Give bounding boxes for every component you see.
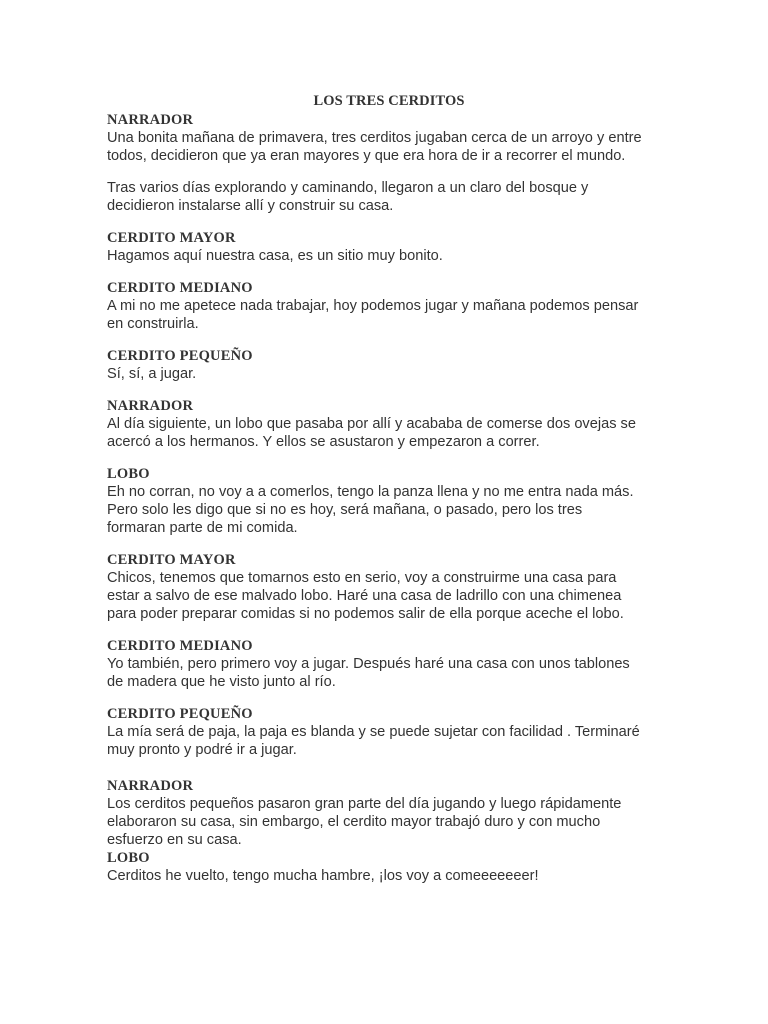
dialogue-line: Sí, sí, a jugar. xyxy=(107,366,197,382)
dialogue-line: Eh no corran, no voy a a comerlos, tengo la panza llena y no me entra nada más. xyxy=(107,484,634,500)
speaker-label: LOBO xyxy=(107,850,150,866)
dialogue-block xyxy=(107,279,667,333)
speaker-label: CERDITO MAYOR xyxy=(107,230,236,246)
dialogue-block xyxy=(107,397,667,451)
dialogue-block xyxy=(107,551,667,623)
speaker-label: NARRADOR xyxy=(107,778,194,794)
dialogue-line: Chicos, tenemos que tomarnos esto en serio, voy a construirme una casa para xyxy=(107,570,617,586)
dialogue-line: Los cerditos pequeños pasaron gran parte del día jugando y luego rápidamente xyxy=(107,796,622,812)
speaker-label: LOBO xyxy=(107,466,150,482)
dialogue-line: estar a salvo de ese malvado lobo. Haré una casa de ladrillo con una chimenea xyxy=(107,588,622,604)
speaker-label: CERDITO PEQUEÑO xyxy=(107,706,253,722)
speaker-label: NARRADOR xyxy=(107,398,194,414)
dialogue-block xyxy=(107,229,667,265)
narration-block xyxy=(107,179,667,215)
dialogue-block xyxy=(107,465,667,537)
speaker-label: NARRADOR xyxy=(107,112,194,128)
speaker-label: CERDITO MEDIANO xyxy=(107,638,253,654)
dialogue-line: esfuerzo en su casa. xyxy=(107,832,242,848)
dialogue-line: elaboraron su casa, sin embargo, el cerdito mayor trabajó duro y con mucho xyxy=(107,814,601,830)
dialogue-block xyxy=(107,637,667,691)
dialogue-block xyxy=(107,347,667,383)
dialogue-line: Cerditos he vuelto, tengo mucha hambre, ¡los voy a comeeeeeeer! xyxy=(107,868,539,884)
dialogue-line: en construirla. xyxy=(107,316,199,332)
dialogue-line: de madera que he visto junto al río. xyxy=(107,674,336,690)
dialogue-line: Yo también, pero primero voy a jugar. Después haré una casa con unos tablones xyxy=(107,656,630,672)
dialogue-line: Al día siguiente, un lobo que pasaba por allí y acababa de comerse dos ovejas se xyxy=(107,416,636,432)
document-title: LOS TRES CERDITOS xyxy=(313,93,465,109)
dialogue-block xyxy=(107,849,667,885)
dialogue-line: La mía será de paja, la paja es blanda y se puede sujetar con facilidad . Terminaré xyxy=(107,724,640,740)
dialogue-line: Una bonita mañana de primavera, tres cerditos jugaban cerca de un arroyo y entre xyxy=(107,130,642,146)
dialogue-line: Hagamos aquí nuestra casa, es un sitio muy bonito. xyxy=(107,248,443,264)
dialogue-line: decidieron instalarse allí y construir su casa. xyxy=(107,198,394,214)
dialogue-line: formaran parte de mi comida. xyxy=(107,520,298,536)
speaker-label: CERDITO MAYOR xyxy=(107,552,236,568)
dialogue-block xyxy=(107,111,667,165)
dialogue-line: acercó a los hermanos. Y ellos se asustaron y empezaron a correr. xyxy=(107,434,540,450)
dialogue-line: todos, decidieron que ya eran mayores y que era hora de ir a recorrer el mundo. xyxy=(107,148,626,164)
dialogue-block xyxy=(107,705,667,759)
document-page xyxy=(107,91,667,885)
dialogue-block xyxy=(107,777,667,849)
dialogue-line: muy pronto y podré ir a jugar. xyxy=(107,742,297,758)
dialogue-line: Tras varios días explorando y caminando, llegaron a un claro del bosque y xyxy=(107,180,589,196)
dialogue-line: Pero solo les digo que si no es hoy, será mañana, o pasado, pero los tres xyxy=(107,502,583,518)
dialogue-line: para poder preparar comidas si no podemos salir de ella porque aceche el lobo. xyxy=(107,606,624,622)
speaker-label: CERDITO MEDIANO xyxy=(107,280,253,296)
speaker-label: CERDITO PEQUEÑO xyxy=(107,348,253,364)
dialogue-line: A mi no me apetece nada trabajar, hoy podemos jugar y mañana podemos pensar xyxy=(107,298,639,314)
